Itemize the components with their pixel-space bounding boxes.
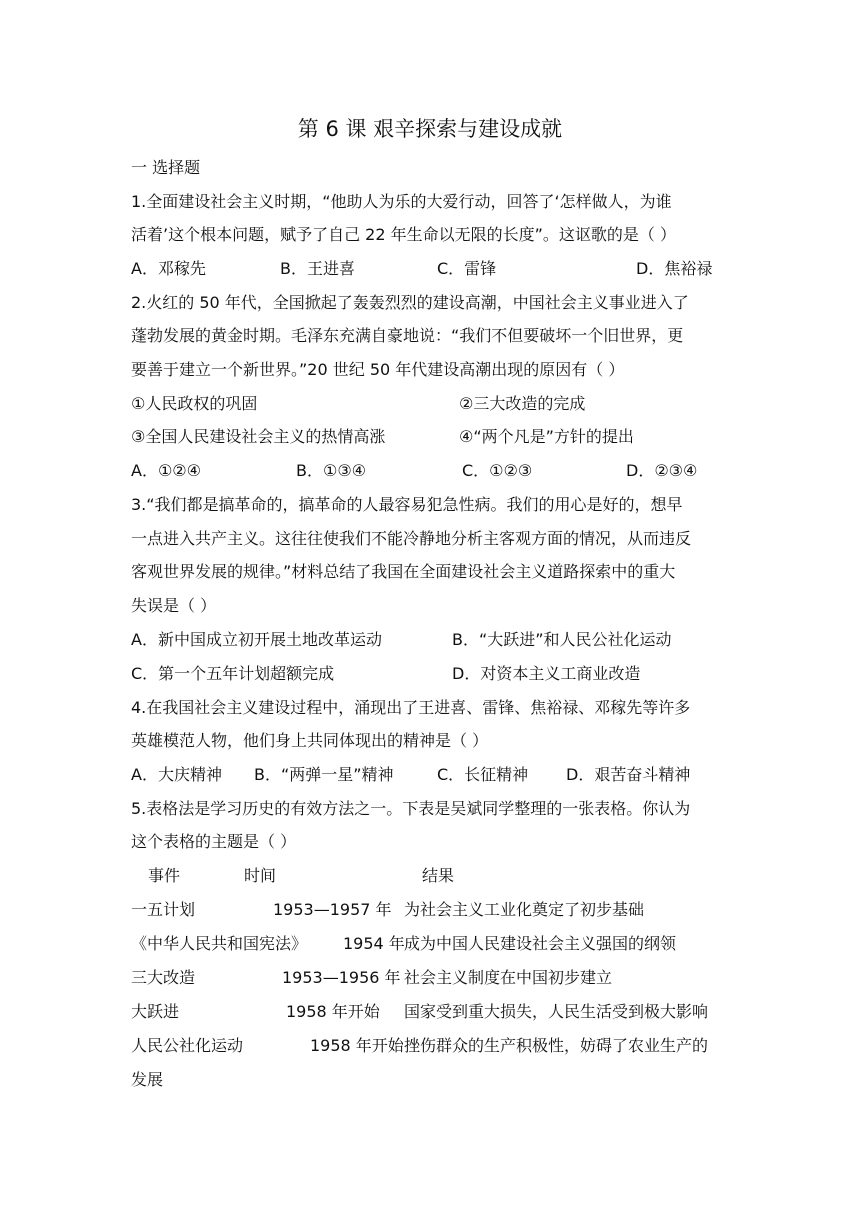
table-row-4-time: 1958 年开始 xyxy=(286,1002,380,1021)
q2-item-4: ④“两个凡是”方针的提出 xyxy=(459,427,634,446)
q2-stem-line-2: 蓬勃发展的黄金时期。毛泽东充满自豪地说：“我们不但要破坏一个旧世界，更 xyxy=(131,326,684,345)
table-row-5-result: 挫伤群众的生产积极性，妨碍了农业生产的 xyxy=(404,1036,709,1055)
q3-stem-line-2: 一点进入共产主义。这往往使我们不能冷静地分析主客观方面的情况，从而违反 xyxy=(131,529,692,548)
q1-stem-line-2: 活着’这个根本问题，赋予了自己 22 年生命以无限的长度”。这讴歌的是（ ） xyxy=(131,225,676,244)
q4-option-c: C．长征精神 xyxy=(437,765,529,784)
table-row-4-event: 大跃进 xyxy=(131,1002,180,1021)
q1-stem-line-1: 1.全面建设社会主义时期，“他助人为乐的大爱行动，回答了‘怎样做人，为谁 xyxy=(131,192,672,211)
q2-option-d: D．②③④ xyxy=(626,461,698,480)
q1-option-a: A．邓稼先 xyxy=(131,259,206,278)
q4-option-b: B．“两弹一星”精神 xyxy=(254,765,394,784)
table-row-4-result: 国家受到重大损失，人民生活受到极大影响 xyxy=(404,1002,709,1021)
q1-option-d: D．焦裕禄 xyxy=(636,259,713,278)
q3-stem-line-4: 失误是（ ） xyxy=(131,596,217,615)
q1-option-b: B．王进喜 xyxy=(280,259,355,278)
table-row-3-event: 三大改造 xyxy=(131,968,196,987)
table-row-3-result: 社会主义制度在中国初步建立 xyxy=(404,968,613,987)
section-heading: 一 选择题 xyxy=(131,158,201,177)
q5-stem-line-1: 5.表格法是学习历史的有效方法之一。下表是吴斌同学整理的一张表格。你认为 xyxy=(131,799,691,818)
table-row-2-time: 1954 年 xyxy=(343,934,405,953)
table-row-1-time: 1953—1957 年 xyxy=(273,900,392,919)
q3-stem-line-3: 客观世界发展的规律。”材料总结了我国在全面建设社会主义道路探索中的重大 xyxy=(131,562,676,581)
table-row-2-event: 《中华人民共和国宪法》 xyxy=(131,934,308,953)
page-title: 第 6 课 艰辛探索与建设成就 xyxy=(297,117,563,141)
q3-option-b: B．“大跃进”和人民公社化运动 xyxy=(452,630,672,649)
table-row-5-event: 人民公社化运动 xyxy=(131,1036,244,1055)
q2-stem-line-3: 要善于建立一个新世界。”20 世纪 50 年代建设高潮出现的原因有（ ） xyxy=(131,360,625,379)
q4-stem-line-2: 英雄模范人物，他们身上共同体现出的精神是（ ） xyxy=(131,731,489,750)
table-row-3-time: 1953—1956 年 xyxy=(282,968,401,987)
table-row-1-result: 为社会主义工业化奠定了初步基础 xyxy=(404,900,645,919)
table-row-5-time: 1958 年开始 xyxy=(310,1036,404,1055)
q5-stem-line-2: 这个表格的主题是（ ） xyxy=(131,832,297,851)
q2-option-b: B．①③④ xyxy=(296,461,367,480)
q4-option-a: A．大庆精神 xyxy=(131,765,222,784)
q2-item-1: ①人民政权的巩固 xyxy=(131,394,258,413)
q3-option-c: C．第一个五年计划超额完成 xyxy=(131,664,335,683)
table-header-result: 结果 xyxy=(422,866,455,885)
q2-stem-line-1: 2.火红的 50 年代，全国掀起了轰轰烈烈的建设高潮，中国社会主义事业进入了 xyxy=(131,293,689,312)
q2-item-2: ②三大改造的完成 xyxy=(459,394,586,413)
q2-item-3: ③全国人民建设社会主义的热情高涨 xyxy=(131,427,386,446)
q3-stem-line-1: 3.“我们都是搞革命的，搞革命的人最容易犯急性病。我们的用心是好的，想早 xyxy=(131,495,683,514)
q4-stem-line-1: 4.在我国社会主义建设过程中，涌现出了王进喜、雷锋、焦裕禄、邓稼先等许多 xyxy=(131,698,691,717)
q3-option-a: A．新中国成立初开展土地改革运动 xyxy=(131,630,382,649)
q3-option-d: D．对资本主义工商业改造 xyxy=(452,664,641,683)
q2-option-a: A．①②④ xyxy=(131,461,201,480)
q4-option-d: D．艰苦奋斗精神 xyxy=(566,765,691,784)
q2-option-c: C．①②③ xyxy=(462,461,533,480)
table-row-1-event: 一五计划 xyxy=(131,900,196,919)
table-header-event: 事件 xyxy=(148,866,181,885)
q1-option-c: C．雷锋 xyxy=(437,259,497,278)
table-row-2-result: 成为中国人民建设社会主义强国的纲领 xyxy=(404,934,677,953)
table-header-time: 时间 xyxy=(244,866,277,885)
table-row-5-result-continued: 发展 xyxy=(131,1070,164,1089)
